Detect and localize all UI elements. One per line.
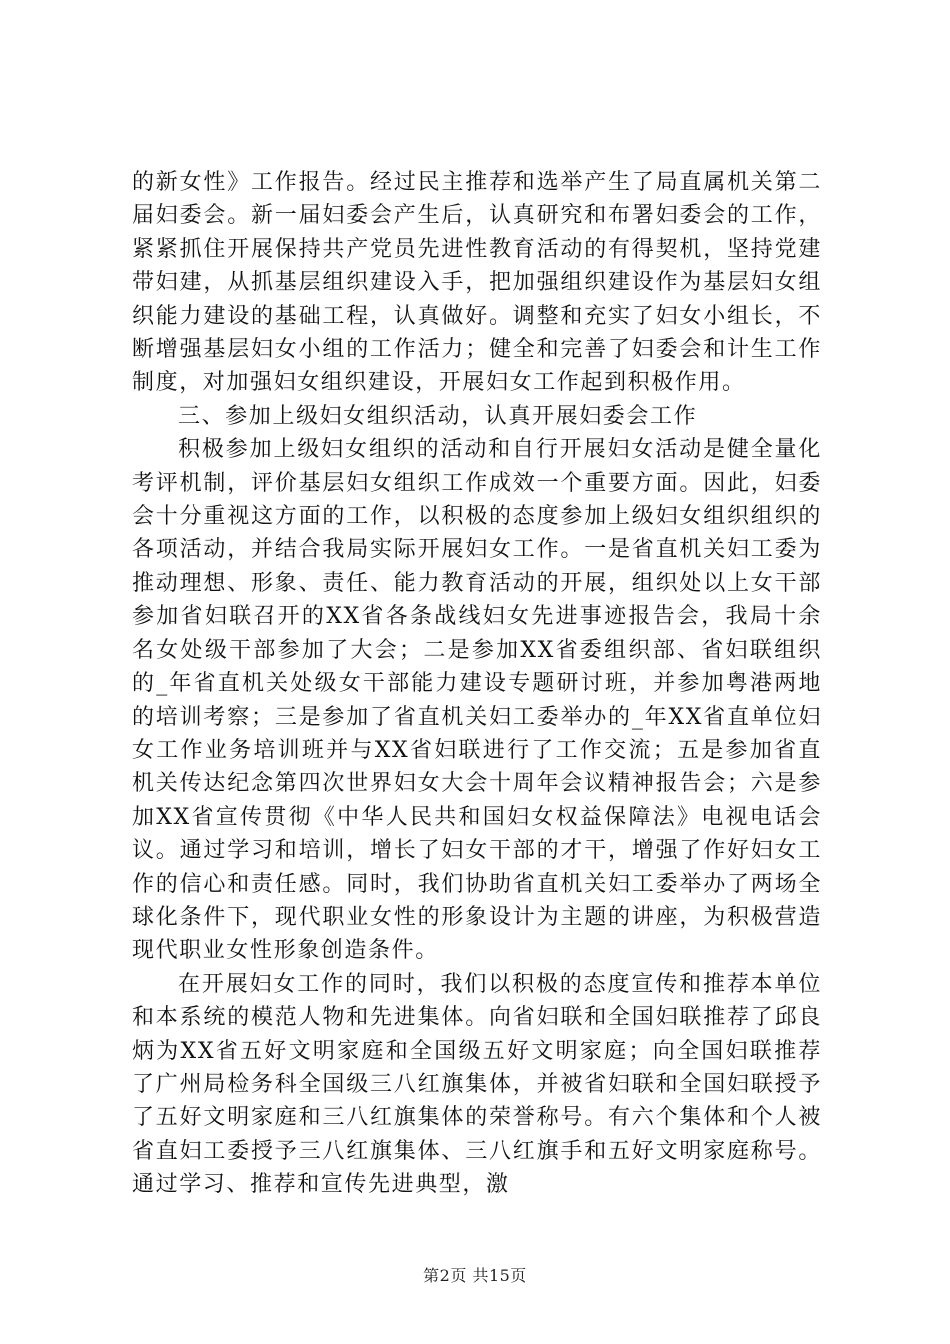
paragraph-recommendations: 在开展妇女工作的同时，我们以积极的态度宣传和推荐本单位和本系统的模范人物和先进集体。向省妇联和全国妇联推荐了邱良炳为XX省五好文明家庭和全国级五好文明家庭；向全国妇联推荐了广州局检务科全国级三八红旗集体，并被省妇联和全国妇联授予了五好文明家庭和三八红旗集体的荣誉称号。有六个集体和个人被省直妇工委授予三八红旗集体、三八红旗手和五好文明家庭称号。通过学习、推荐和宣传先进典型，激 [132,971,822,1198]
paragraph-continuation: 的新女性》工作报告。经过民主推荐和选举产生了局直属机关第二届妇委会。新一届妇委会产生后，认真研究和布署妇委会的工作，紧紧抓住开展保持共产党员先进性教育活动的有得契机，坚持党建带妇建，从抓基层组织建设入手，把加强组织建设作为基层妇女组织能力建设的基础工程，认真做好。调整和充实了妇女小组长，不断增强基层妇女小组的工作活力；健全和完善了妇委会和计生工作制度，对加强妇女组织建设，开展妇女工作起到积极作用。 [132,170,822,396]
paragraph-activities: 积极参加上级妇女组织的活动和自行开展妇女活动是健全量化考评机制，评价基层妇女组织工作成效一个重要方面。因此，妇委会十分重视这方面的工作，以积极的态度参加上级妇女组织组织的各项活动，并结合我局实际开展妇女工作。一是省直机关妇工委为推动理想、形象、责任、能力教育活动的开展，组织处以上女干部参加省妇联召开的XX省各条战线妇女先进事迹报告会，我局十余名女处级干部参加了大会；二是参加XX省委组织部、省妇联组织的_年省直机关处级女干部能力建设专题研讨班，并参加粤港两地的培训考察；三是参加了省直机关妇工委举办的_年XX省直单位妇女工作业务培训班并与XX省妇联进行了工作交流；五是参加省直机关传达纪念第四次世界妇女大会十周年会议精神报告会；六是参加XX省宣传贯彻《中华人民共和国妇女权益保障法》电视电话会议。通过学习和培训，增长了妇女干部的才干，增强了作好妇女工作的信心和责任感。同时，我们协助省直机关妇工委举办了两场全球化条件下，现代职业女性的形象设计为主题的讲座，为积极营造现代职业女性形象创造条件。 [132,437,822,964]
document-body [132,166,822,1202]
section-heading: 三、参加上级妇女组织活动，认真开展妇委会工作 [178,403,698,429]
page-number-footer: 第2页 共15页 [423,1266,527,1285]
